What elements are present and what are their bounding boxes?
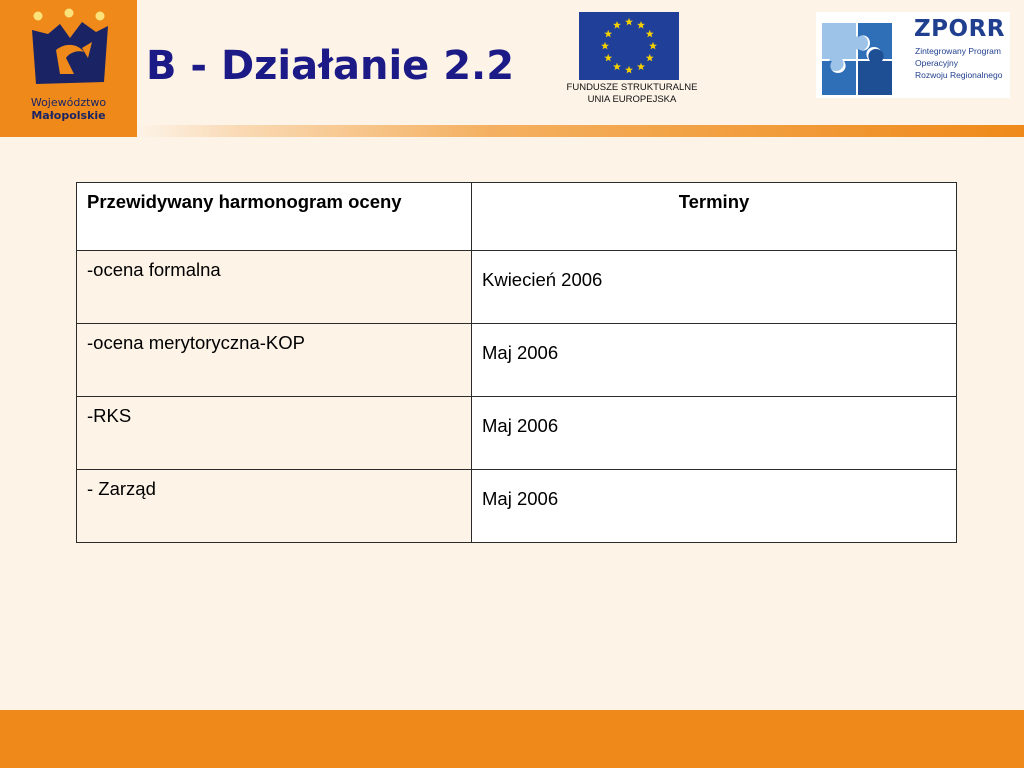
stage-cell: - Zarząd [77,470,472,543]
date-cell: Kwiecień 2006 [472,251,957,324]
stage-cell: -RKS [77,397,472,470]
eu-star [649,42,657,50]
eu-star [625,66,633,74]
eu-caption-line2: UNIA EUROPEJSKA [587,94,677,105]
eu-star [646,30,654,38]
date-cell: Maj 2006 [472,470,957,543]
stage-cell: -ocena merytoryczna-KOP [77,324,472,397]
zporr-line2: Operacyjny [915,58,958,68]
puzzle-icon [818,15,910,97]
region-name-line2: Małopolskie [31,109,106,122]
table-row [77,397,957,470]
header-stripe [137,125,1024,137]
date-cell: Maj 2006 [472,397,957,470]
eu-caption [554,82,710,106]
eu-star [601,42,609,50]
region-name-line1: Województwo [30,96,107,109]
zporr-line3: Rozwoju Regionalnego [915,70,1003,80]
eu-star [604,54,612,62]
eu-caption-line1: FUNDUSZE STRUKTURALNE [566,82,698,93]
eu-star [613,21,621,29]
table-row [77,470,957,543]
column-header-schedule: Przewidywany harmonogram oceny [77,183,472,251]
page-title: B - Działanie 2.2 [146,43,515,89]
table-row [77,324,957,397]
zporr-subtitle [915,45,1002,81]
eu-star [604,30,612,38]
zporr-title: ZPORR [914,16,1006,42]
eu-star [625,18,633,26]
footer-bar [0,710,1024,768]
table-header-row [77,183,957,251]
table-row [77,251,957,324]
eu-star [613,63,621,71]
eu-star [646,54,654,62]
zporr-line1: Zintegrowany Program [915,46,1001,56]
eu-flag-icon [579,12,679,80]
date-cell: Maj 2006 [472,324,957,397]
malopolska-crown-icon [26,8,112,90]
eu-star [637,21,645,29]
schedule-table [76,182,957,543]
eu-star [637,63,645,71]
zporr-logo [816,12,1010,98]
column-header-terms: Terminy [472,183,957,251]
region-logo [0,0,137,137]
stage-cell: -ocena formalna [77,251,472,324]
